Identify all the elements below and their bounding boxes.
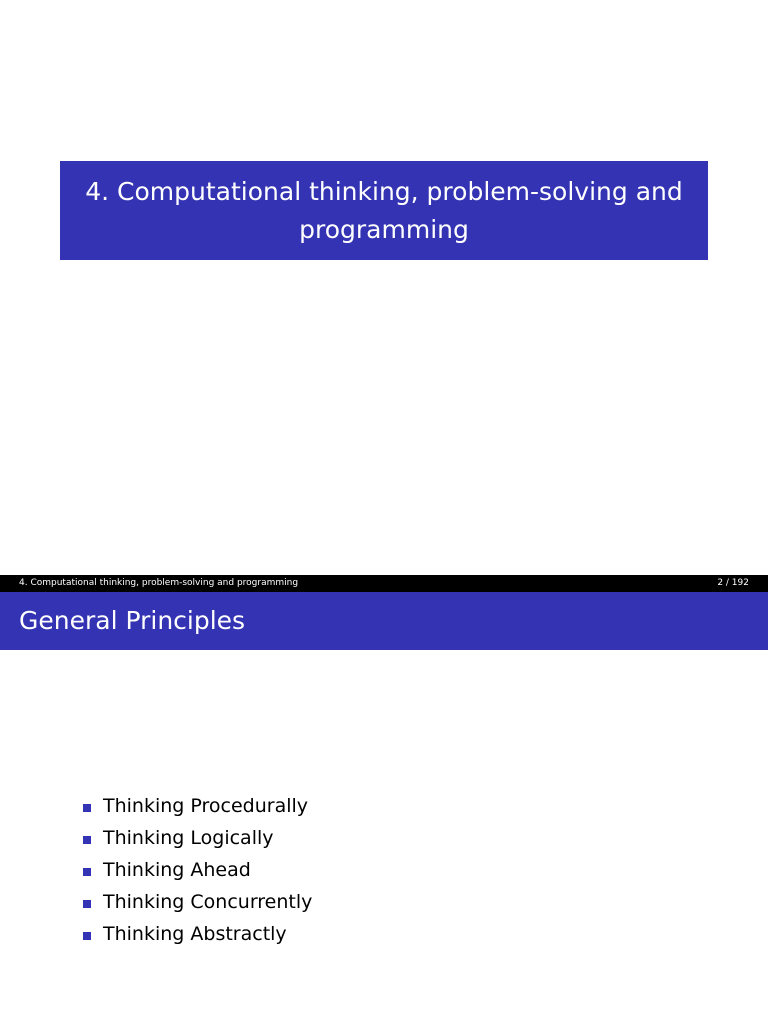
- list-item: [83, 854, 312, 886]
- bullet-list: [83, 790, 312, 950]
- footer-bar: [0, 575, 768, 592]
- frame-title: General Principles: [19, 606, 246, 635]
- page-number: 2 / 192: [717, 578, 749, 588]
- square-bullet-icon: [83, 836, 91, 844]
- list-item: [83, 918, 312, 950]
- bullet-text: Thinking Procedurally: [103, 795, 309, 817]
- bullet-text: Thinking Concurrently: [103, 891, 313, 913]
- bullet-text: Thinking Logically: [103, 827, 274, 849]
- square-bullet-icon: [83, 868, 91, 876]
- bullet-text: Thinking Ahead: [103, 859, 251, 881]
- list-item: [83, 822, 312, 854]
- square-bullet-icon: [83, 932, 91, 940]
- square-bullet-icon: [83, 900, 91, 908]
- slide-title: 4. Computational thinking, problem-solving and programming: [85, 176, 683, 244]
- list-item: [83, 886, 312, 918]
- footer-section-title: 4. Computational thinking, problem-solving and programming: [19, 578, 299, 588]
- frame-header: [0, 592, 768, 650]
- square-bullet-icon: [83, 804, 91, 812]
- title-box: [60, 161, 708, 260]
- list-item: [83, 790, 312, 822]
- bullet-text: Thinking Abstractly: [103, 923, 287, 945]
